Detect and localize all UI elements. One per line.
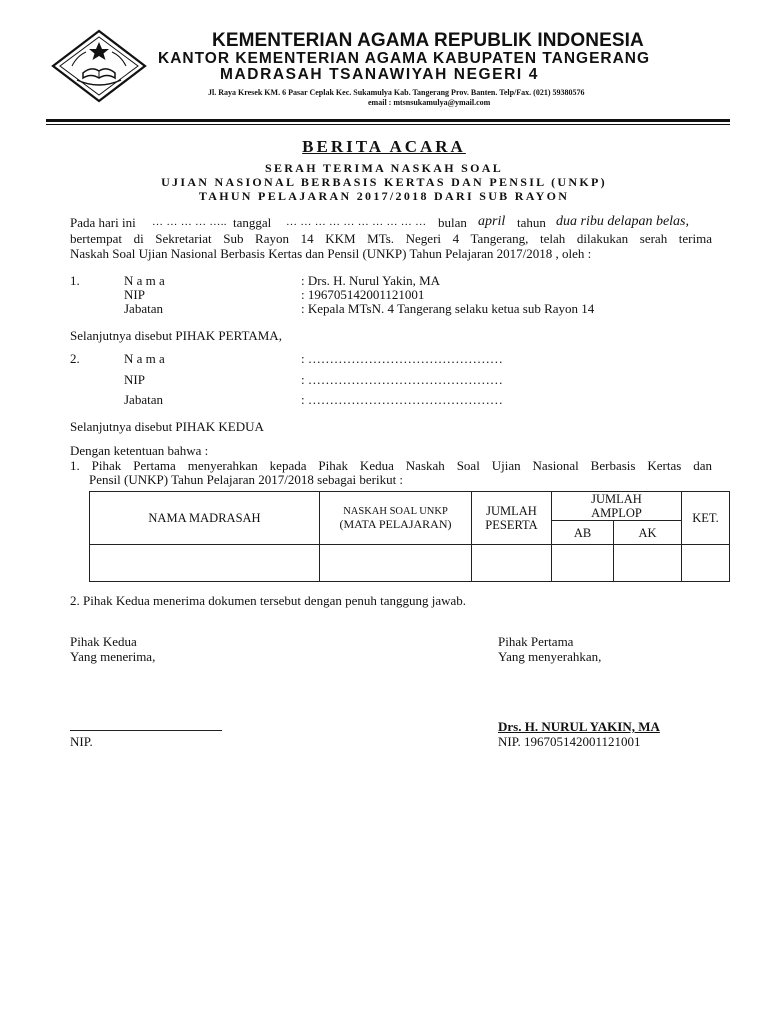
- table-cell-nama: [90, 545, 320, 582]
- party2-nip-label: NIP: [124, 372, 145, 387]
- intro-day-blank: … … … … …..: [152, 216, 227, 228]
- col-header-naskah: [320, 492, 472, 545]
- intro-date-blank: … … … … … … … … … …: [286, 216, 427, 228]
- col-header-amplop-line2: AMPLOP: [591, 506, 642, 520]
- letterhead-office: KANTOR KEMENTERIAN AGAMA KABUPATEN TANGERANG: [158, 50, 651, 67]
- sign-left-role: Pihak Kedua: [70, 634, 137, 649]
- sign-left-line: [70, 730, 222, 731]
- intro-line-3: Naskah Soal Ujian Nasional Berbasis Kertas dan Pensil (UNKP) Tahun Pelajaran 2017/2018 , oleh :: [70, 246, 592, 261]
- col-header-amplop-line1: JUMLAH: [591, 492, 642, 506]
- party2-jabatan-label: Jabatan: [124, 392, 163, 407]
- party1-nip-label: NIP: [124, 287, 145, 302]
- party2-nama-value: : ………………………………………: [301, 351, 503, 366]
- col-header-jumlah-peserta: [472, 492, 552, 545]
- kemenag-logo: [50, 28, 148, 104]
- table-cell-ket: [682, 545, 730, 582]
- table-cell-ak: [614, 545, 682, 582]
- party1-nama-value: : Drs. H. Nurul Yakin, MA: [301, 273, 441, 288]
- intro-bulan: bulan: [438, 215, 467, 230]
- sign-right-nip: NIP. 196705142001121001: [498, 734, 641, 749]
- col-header-ket: KET.: [682, 492, 730, 545]
- intro-pada-hari-ini: Pada hari ini: [70, 215, 136, 230]
- party1-caption: Selanjutnya disebut PIHAK PERTAMA,: [70, 328, 282, 343]
- sign-right-name: Drs. H. NURUL YAKIN, MA: [498, 719, 660, 734]
- intro-bulan-value: april: [478, 214, 506, 229]
- party1-jabatan-label: Jabatan: [124, 301, 163, 316]
- table-row: [90, 545, 730, 582]
- intro-tahun-value: dua ribu delapan belas,: [556, 214, 689, 229]
- letterhead-address: Jl. Raya Kresek KM. 6 Pasar Ceplak Kec. Sukamulya Kab. Tangerang Prov. Banten. Telp/Fax. (021) 59380576: [208, 88, 585, 97]
- col-header-ab: AB: [552, 521, 614, 545]
- col-header-jumlah-line1: JUMLAH: [486, 504, 537, 518]
- party2-number: 2.: [70, 351, 80, 366]
- letterhead-school: MADRASAH TSANAWIYAH NEGERI 4: [220, 66, 539, 83]
- naskah-table: [89, 491, 730, 582]
- col-header-naskah-line2: (MATA PELAJARAN): [339, 517, 452, 531]
- party2-nip-value: : ………………………………………: [301, 372, 503, 387]
- terms-heading: Dengan ketentuan bahwa :: [70, 443, 209, 458]
- sign-left-nip: NIP.: [70, 734, 93, 749]
- col-header-jumlah-amplop: [552, 492, 682, 521]
- document-subtitle-3: TAHUN PELAJARAN 2017/2018 DARI SUB RAYON: [198, 189, 570, 203]
- sign-right-caption: Yang menyerahkan,: [498, 649, 602, 664]
- terms-item1-line1: 1. Pihak Pertama menyerahkan kepada Pihak Kedua Naskah Soal Ujian Nasional Berbasis Kertas dan: [70, 458, 712, 473]
- party1-nama-label: N a m a: [124, 273, 165, 288]
- party2-nama-label: N a m a: [124, 351, 165, 366]
- party1-jabatan-value: : Kepala MTsN. 4 Tangerang selaku ketua sub Rayon 14: [301, 301, 595, 316]
- sign-right-role: Pihak Pertama: [498, 634, 574, 649]
- col-header-jumlah-line2: PESERTA: [485, 518, 538, 532]
- table-cell-ab: [552, 545, 614, 582]
- letterhead-email: email : mtsnsukamulya@ymail.com: [368, 98, 491, 107]
- intro-line-2: bertempat di Sekretariat Sub Rayon 14 KKM MTs. Negeri 4 Tangerang, telah dilakukan serah terima: [70, 231, 712, 246]
- party2-caption: Selanjutnya disebut PIHAK KEDUA: [70, 419, 264, 434]
- col-header-naskah-line1: NASKAH SOAL UNKP: [343, 506, 448, 517]
- letterhead-rule: [46, 119, 730, 122]
- col-header-ak: AK: [614, 521, 682, 545]
- table-cell-jumlah: [472, 545, 552, 582]
- col-header-nama-madrasah: NAMA MADRASAH: [90, 492, 320, 545]
- intro-tanggal: tanggal: [233, 215, 272, 230]
- letterhead-rule-thin: [46, 124, 730, 125]
- intro-tahun: tahun: [517, 215, 546, 230]
- party1-nip-value: : 196705142001121001: [301, 287, 425, 302]
- terms-item1-line2: Pensil (UNKP) Tahun Pelajaran 2017/2018 sebagai berikut :: [89, 472, 404, 487]
- party1-number: 1.: [70, 273, 80, 288]
- party2-jabatan-value: : ………………………………………: [301, 392, 503, 407]
- terms-item2: 2. Pihak Kedua menerima dokumen tersebut dengan penuh tanggung jawab.: [70, 593, 467, 608]
- table-cell-naskah: [320, 545, 472, 582]
- letterhead-ministry: KEMENTERIAN AGAMA REPUBLIK INDONESIA: [212, 30, 644, 51]
- document-subtitle-2: UJIAN NASIONAL BERBASIS KERTAS DAN PENSIL (UNKP): [161, 175, 607, 189]
- document-title: BERITA ACARA: [302, 137, 466, 156]
- sign-left-caption: Yang menerima,: [70, 649, 156, 664]
- document-subtitle-1: SERAH TERIMA NASKAH SOAL: [264, 161, 504, 175]
